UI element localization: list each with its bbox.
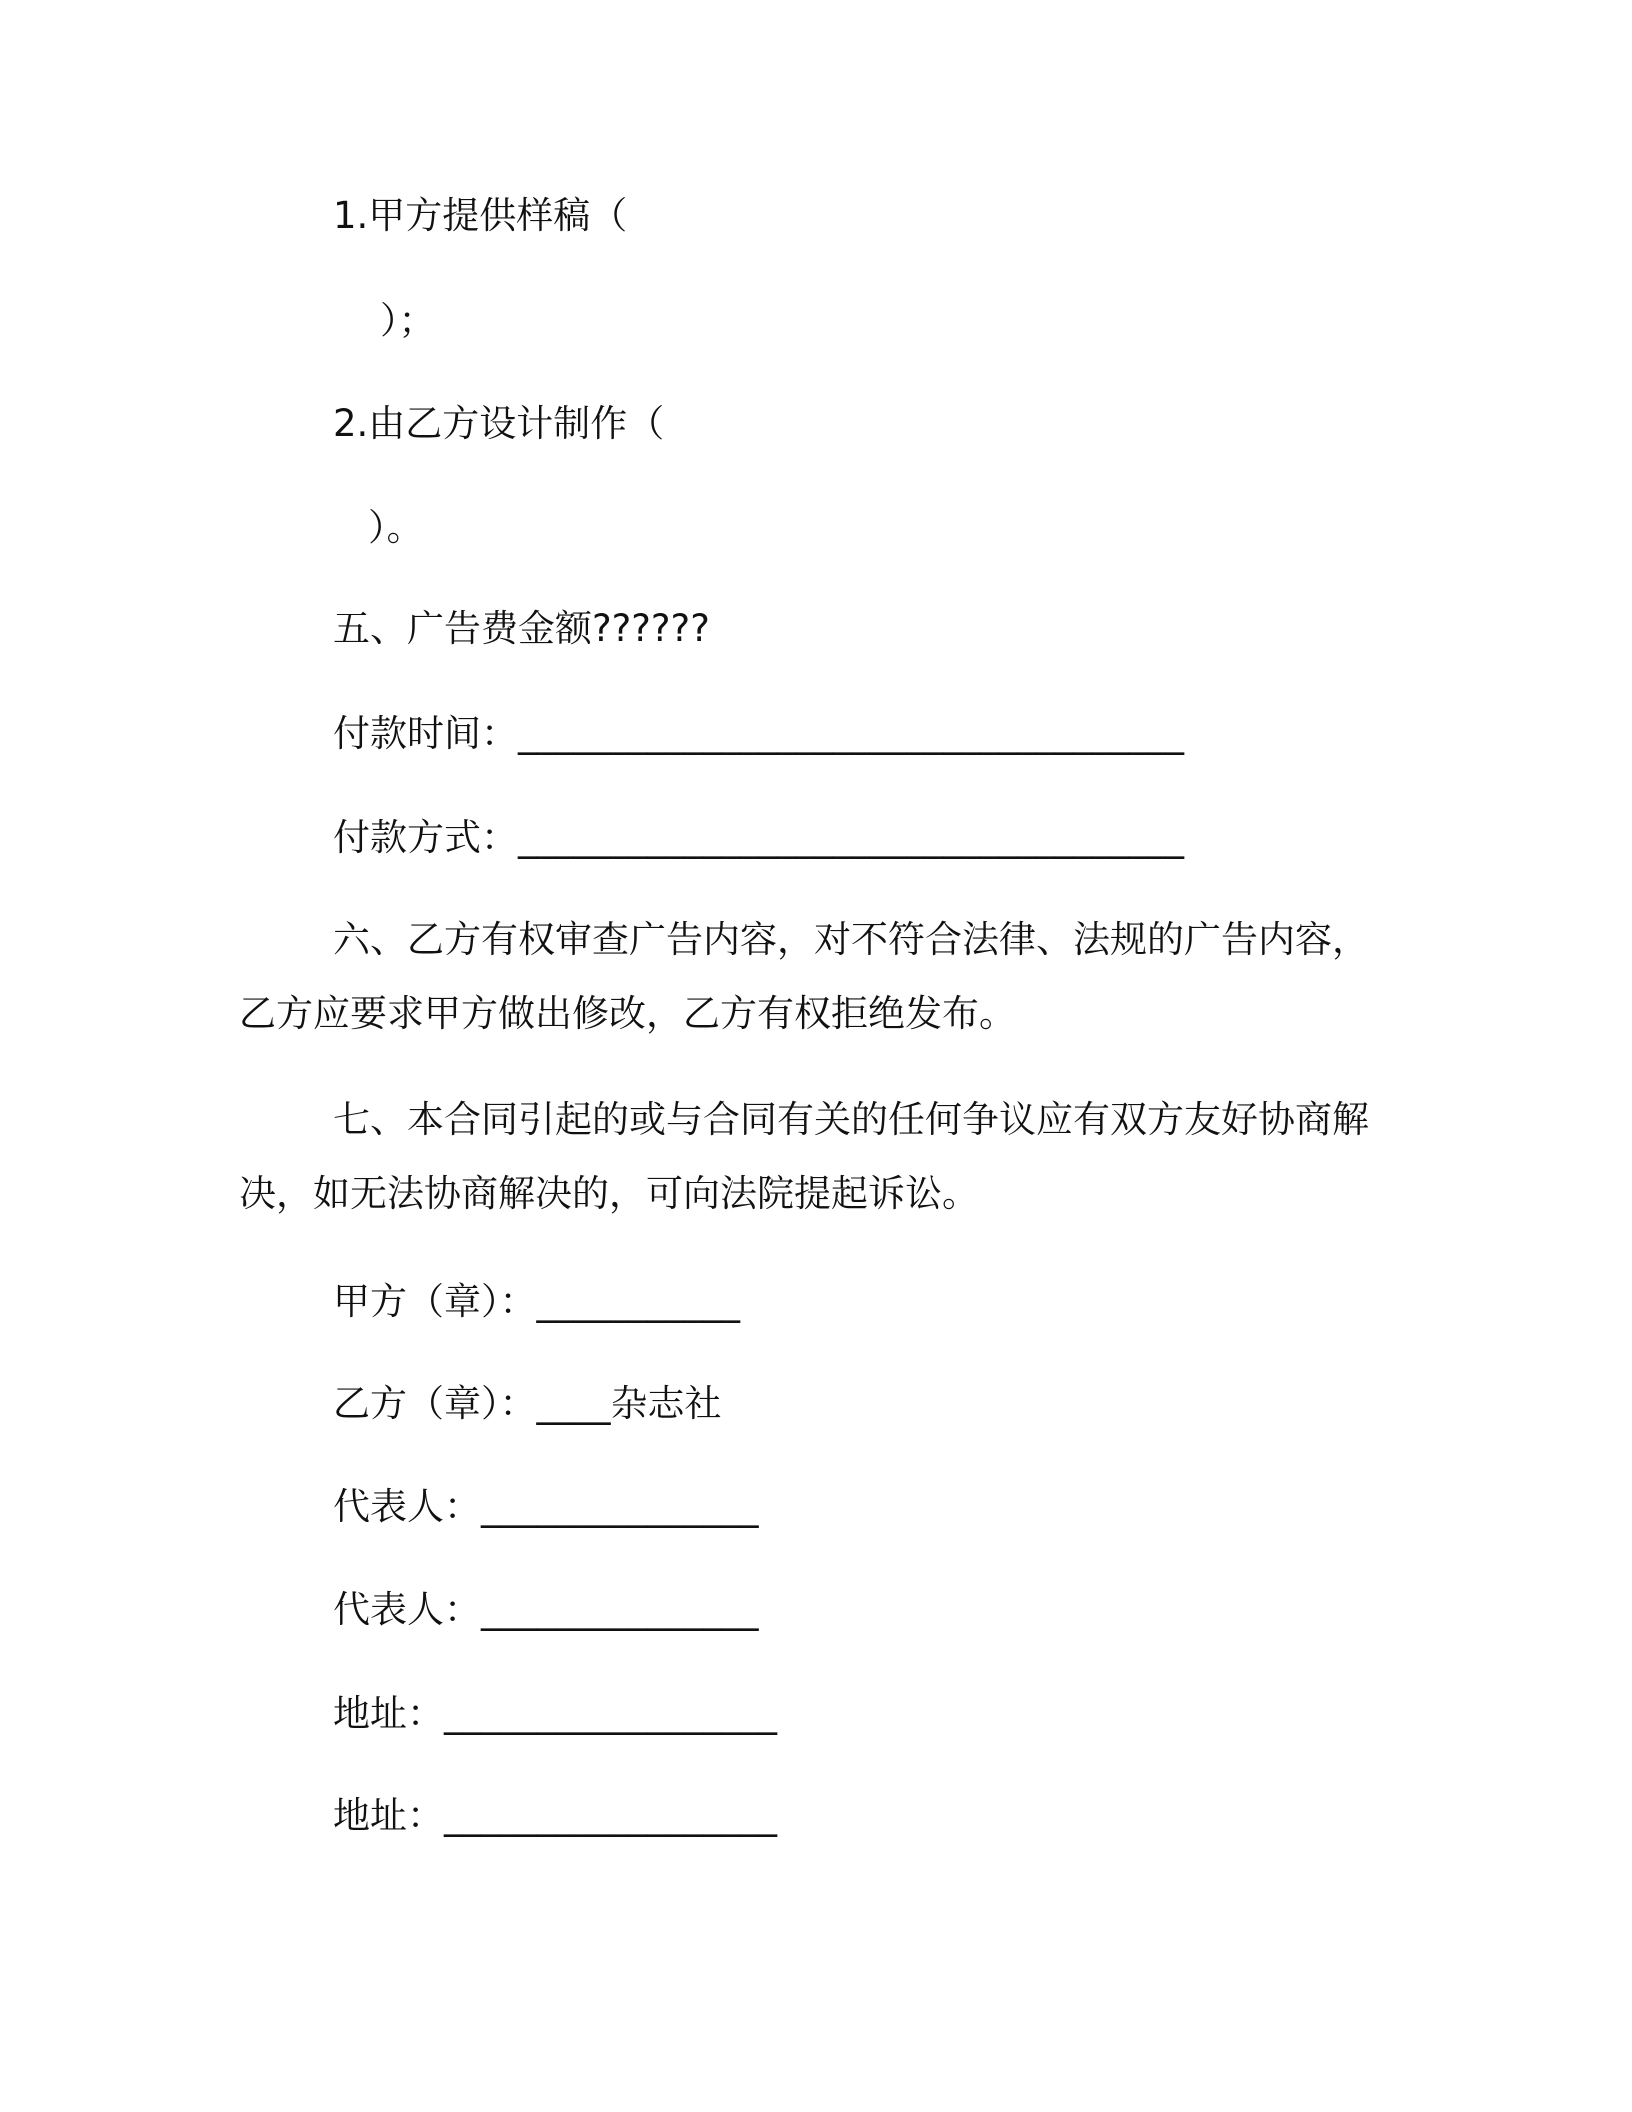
clause-7-line-2: 决，如无法协商解决的，可向法院提起诉讼。 [239, 1172, 979, 1215]
clause-4-item-2-close: ）。 [368, 506, 424, 549]
clause-6-line-1: 六、乙方有权审查广告内容，对不符合法律、法规的广告内容， [333, 918, 1369, 961]
clause-4-item-2: 2.由乙方设计制作（ [333, 402, 665, 445]
party-a-seal-line: 甲方（章）：___________ [333, 1280, 740, 1323]
clause-7-line-1: 七、本合同引起的或与合同有关的任何争议应有双方友好协商解 [333, 1098, 1369, 1141]
party-b-seal-line: 乙方（章）：____杂志社 [333, 1382, 722, 1425]
payment-method-line: 付款方式：____________________________________ [333, 816, 1184, 859]
address-line-1: 地址：__________________ [333, 1692, 777, 1735]
clause-4-item-1: 1.甲方提供样稿（ [333, 194, 628, 237]
representative-line-1: 代表人：_______________ [333, 1485, 759, 1528]
clause-5-heading: 五、广告费金额?????? [333, 607, 710, 650]
representative-line-2: 代表人：_______________ [333, 1588, 759, 1631]
clause-4-item-1-close: ）； [380, 299, 436, 342]
payment-time-line: 付款时间：____________________________________ [333, 712, 1184, 755]
address-line-2: 地址：__________________ [333, 1794, 777, 1837]
clause-6-line-2: 乙方应要求甲方做出修改，乙方有权拒绝发布。 [239, 992, 1016, 1035]
